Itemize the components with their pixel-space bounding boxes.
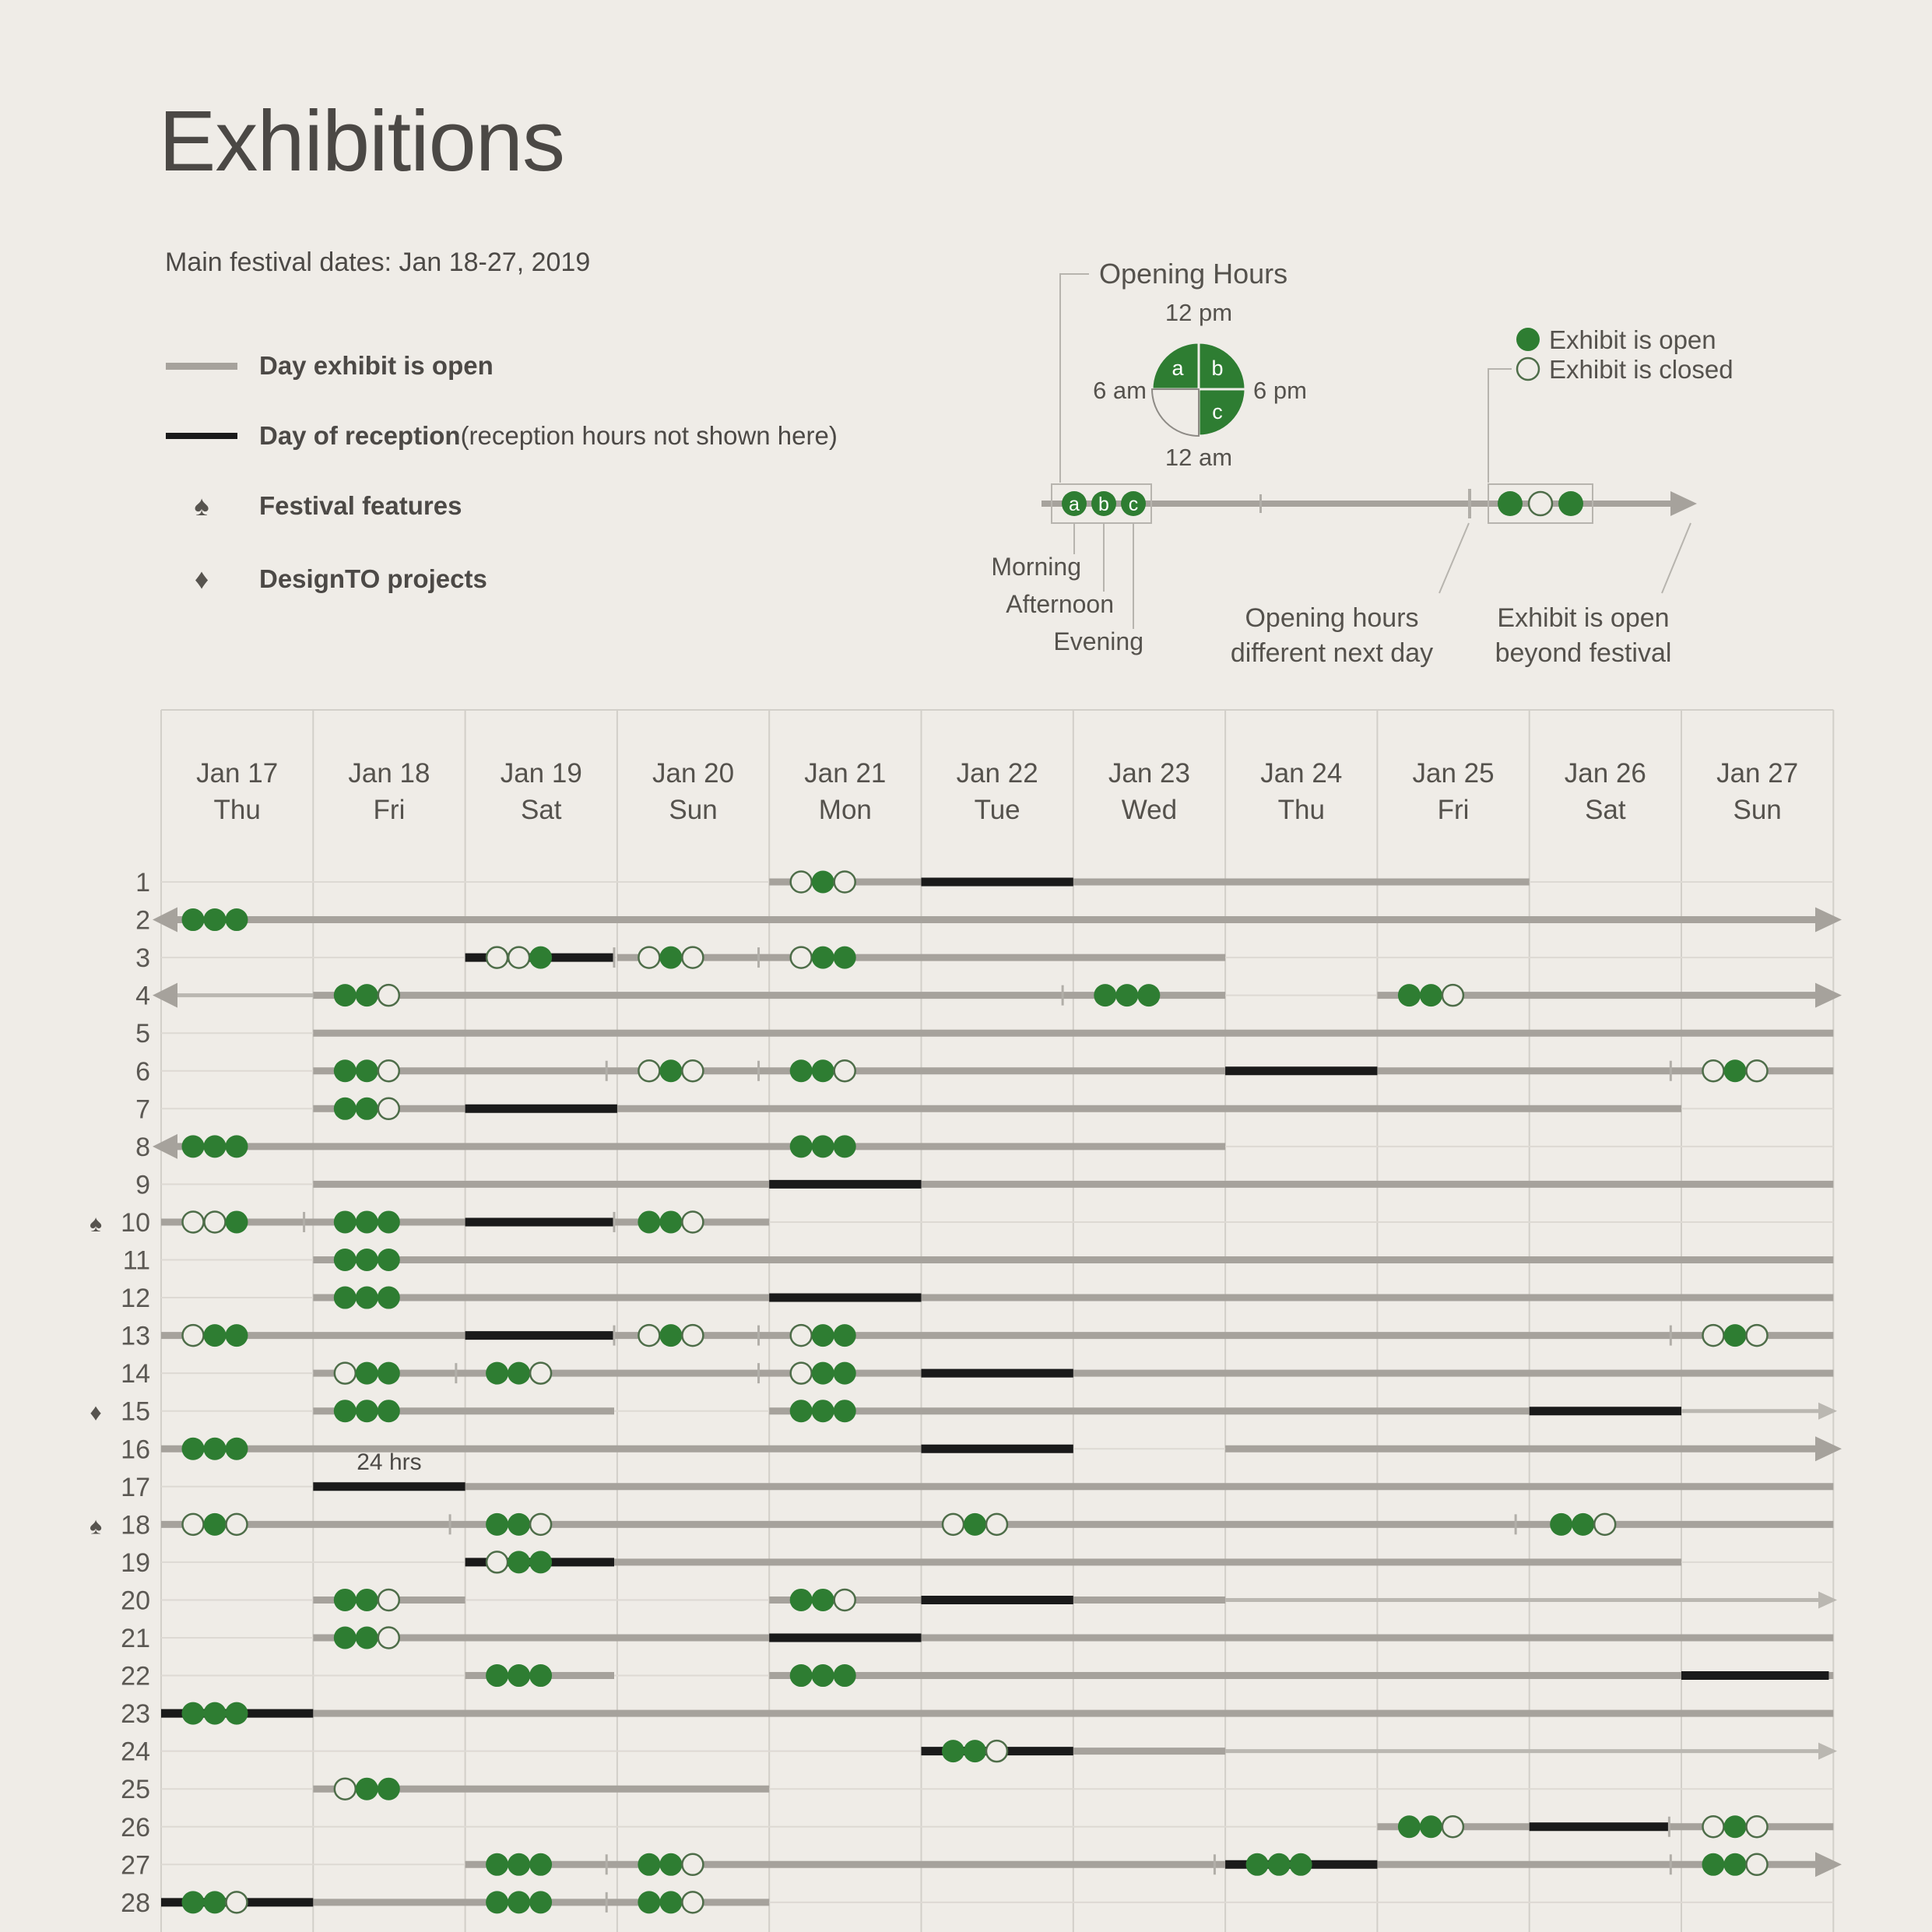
- clock-c-label: c: [1212, 400, 1223, 423]
- extends-beyond-arrow-icon: [1818, 1403, 1837, 1420]
- day-header-dow: Sat: [1585, 795, 1626, 825]
- open-slot-dot: [508, 1513, 530, 1536]
- extends-beyond-arrow-icon: [1815, 908, 1842, 933]
- closed-slot-dot: [1594, 1514, 1615, 1535]
- hours-change-tick: [449, 1514, 451, 1534]
- extends-beyond-arrow-icon: [1815, 1436, 1842, 1461]
- closed-slot-dot: [943, 1514, 964, 1535]
- open-slot-dot: [659, 1059, 682, 1082]
- day-header-dow: Mon: [818, 795, 872, 825]
- row-number: 28: [121, 1888, 150, 1918]
- open-slot-dot: [356, 1249, 378, 1271]
- day-header-date: Jan 21: [804, 758, 887, 789]
- open-slot-dot: [812, 1362, 834, 1385]
- hours-change-tick: [1515, 1514, 1517, 1534]
- open-slot-dot: [1724, 1815, 1747, 1838]
- legend-features-label: Festival features: [259, 491, 462, 520]
- clock-12pm-label: 12 pm: [1164, 299, 1233, 326]
- spade-icon: ♠: [194, 490, 209, 522]
- open-slot-dot: [790, 1589, 813, 1611]
- festival-dates-subtitle: Main festival dates: Jan 18-27, 2019: [165, 248, 591, 277]
- hours-change-tick: [757, 1061, 760, 1081]
- day-header-dow: Fri: [1437, 795, 1470, 825]
- open-slot-dot: [638, 1210, 660, 1233]
- open-slot-dot: [834, 947, 856, 969]
- row-number: 19: [121, 1547, 150, 1578]
- schedule-row: [135, 1170, 1833, 1200]
- schedule-row: [135, 906, 1842, 936]
- closed-slot-dot: [638, 947, 659, 968]
- hours-change-tick: [303, 1212, 305, 1232]
- open-slot-dot: [790, 1664, 813, 1687]
- hours-change-tick: [757, 947, 760, 968]
- open-slot-dot: [834, 1362, 856, 1385]
- open-slot-dot: [378, 1400, 400, 1422]
- closed-slot-dot: [378, 1590, 399, 1611]
- closed-slot-dot: [1747, 1854, 1768, 1875]
- open-slot-dot: [334, 1249, 357, 1271]
- closed-slot-dot: [205, 1211, 226, 1232]
- open-slot-dot: [659, 1853, 682, 1876]
- open-slot-dot: [182, 908, 205, 931]
- extends-before-arrow-icon: [153, 908, 177, 933]
- legend-reception-label: Day of reception: [259, 421, 461, 450]
- open-slot-dot: [486, 1853, 508, 1876]
- open-slot-dot: [334, 1400, 357, 1422]
- closed-slot-dot: [1747, 1816, 1768, 1837]
- row-number: 3: [135, 943, 150, 974]
- row-number: 16: [121, 1435, 150, 1465]
- open-slot-dot: [226, 1438, 248, 1460]
- open-slot-dot: [1268, 1853, 1291, 1876]
- open-slot-dot: [226, 1135, 248, 1157]
- row-number: 10: [121, 1207, 150, 1238]
- row-number: 5: [135, 1019, 150, 1049]
- closed-slot-dot: [638, 1060, 659, 1081]
- row-number: 27: [121, 1850, 150, 1881]
- day-header-date: Jan 20: [652, 758, 735, 789]
- hours-change-tick: [1062, 985, 1064, 1006]
- open-slot-dot: [834, 1664, 856, 1687]
- open-slot-dot: [204, 1702, 227, 1725]
- row-number: 14: [121, 1359, 150, 1389]
- closed-slot-dot: [1703, 1060, 1724, 1081]
- row-number: 24: [121, 1737, 150, 1767]
- open-slot-dot: [486, 1891, 508, 1913]
- schedule-row: [90, 1397, 1837, 1427]
- clock-6am-label: 6 am: [1093, 377, 1147, 404]
- hours-change-tick: [1214, 1854, 1216, 1874]
- hours-change-tick: [757, 1363, 760, 1383]
- open-slot-dot: [834, 1400, 856, 1422]
- open-slot-dot: [1702, 1853, 1725, 1876]
- open-slot-dot: [182, 1702, 205, 1725]
- schedule-row: [121, 1624, 1833, 1653]
- open-slot-dot: [812, 1135, 834, 1157]
- extends-before-arrow-icon: [153, 983, 177, 1008]
- schedule-row: [121, 1775, 1833, 1804]
- open-slot-dot: [378, 1210, 400, 1233]
- row-number: 11: [122, 1245, 150, 1276]
- day-header-date: Jan 17: [196, 758, 279, 789]
- open-slot-dot: [226, 1210, 248, 1233]
- row-number: 9: [135, 1170, 150, 1200]
- closed-slot-dot: [227, 1514, 248, 1535]
- slot-letter: c: [1128, 494, 1139, 515]
- note-next-day-line1: Opening hours: [1245, 603, 1419, 633]
- day-header-dow: Sun: [1733, 795, 1782, 825]
- open-slot-dot: [486, 1362, 508, 1385]
- open-slot-dot: [1420, 984, 1442, 1006]
- open-slot-dot: [204, 1438, 227, 1460]
- closed-slot-dot: [834, 1060, 855, 1081]
- open-slot-dot: [226, 1702, 248, 1725]
- closed-slot-dot: [378, 1628, 399, 1649]
- hours-change-tick: [1670, 1326, 1672, 1346]
- row-number: 17: [121, 1472, 150, 1502]
- schedule-row: [135, 1057, 1833, 1087]
- hours-change-tick: [613, 1212, 615, 1232]
- schedule-row: [121, 1322, 1833, 1351]
- clock-a-label: a: [1171, 357, 1184, 380]
- open-slot-dot: [356, 1287, 378, 1309]
- open-slot-dot: [812, 1589, 834, 1611]
- open-slot-dot: [529, 1853, 552, 1876]
- schedule-row: [135, 1094, 1833, 1124]
- day-header-date: Jan 24: [1260, 758, 1343, 789]
- schedule-row: [121, 1449, 1833, 1502]
- open-slot-dot: [508, 1551, 530, 1573]
- page-title: Exhibitions: [159, 93, 564, 189]
- row-number: 20: [121, 1586, 150, 1616]
- row-number: 26: [121, 1812, 150, 1842]
- schedule-row: [121, 1662, 1833, 1691]
- open-slot-dot: [356, 1400, 378, 1422]
- schedule-row: [135, 982, 1842, 1011]
- day-header-dow: Tue: [974, 795, 1020, 825]
- note-beyond-line2: beyond festival: [1495, 638, 1672, 668]
- open-slot-dot: [204, 1324, 227, 1347]
- closed-slot-dot: [682, 1854, 703, 1875]
- open-slot-dot: [659, 1891, 682, 1913]
- open-slot-dot: [182, 1891, 205, 1913]
- row-number: 15: [121, 1396, 150, 1427]
- day-header-dow: Sun: [669, 795, 718, 825]
- open-slot-dot: [1398, 984, 1421, 1006]
- extends-beyond-arrow-icon: [1818, 1591, 1837, 1608]
- note-beyond-line1: Exhibit is open: [1497, 603, 1670, 633]
- open-slot-dot: [204, 1891, 227, 1913]
- open-slot-dot: [182, 1135, 205, 1157]
- diamond-icon: ♦: [194, 563, 209, 595]
- open-slot-dot: [356, 1589, 378, 1611]
- open-slot-dot: [334, 1589, 357, 1611]
- day-header-dow: Fri: [373, 795, 406, 825]
- open-slot-dot: [226, 1324, 248, 1347]
- open-slot-dot: [486, 1664, 508, 1687]
- schedule-row: [123, 1246, 1834, 1276]
- open-slot-dot: [378, 1287, 400, 1309]
- closed-slot-dot: [682, 1060, 703, 1081]
- schedule-row: [135, 943, 1833, 973]
- row-number: 7: [135, 1094, 150, 1125]
- schedule-row: [121, 1284, 1833, 1313]
- closed-slot-dot: [682, 1211, 703, 1232]
- open-slot-dot: [659, 947, 682, 969]
- legend-reception-note: (reception hours not shown here): [460, 421, 838, 450]
- row-annotation: 24 hrs: [357, 1449, 422, 1475]
- closed-slot-dot: [638, 1325, 659, 1346]
- open-slot-dot: [1724, 1059, 1747, 1082]
- closed-slot-dot: [791, 1363, 812, 1384]
- closed-slot-dot: [378, 985, 399, 1006]
- closed-slot-dot: [986, 1514, 1007, 1535]
- open-slot-dot: [942, 1740, 964, 1762]
- open-slot-dot: [659, 1210, 682, 1233]
- closed-slot-dot: [530, 1514, 551, 1535]
- legend-closed-label: Exhibit is closed: [1549, 355, 1734, 384]
- extends-beyond-arrow-icon: [1815, 983, 1842, 1008]
- clock-12am-label: 12 am: [1164, 444, 1233, 471]
- schedule-row: [135, 868, 1833, 898]
- day-header-date: Jan 26: [1564, 758, 1646, 789]
- row-number: 4: [135, 981, 150, 1011]
- schedule-row: [121, 1586, 1837, 1615]
- day-header-dow: Sat: [520, 795, 562, 825]
- open-slot-dot: [1724, 1324, 1747, 1347]
- open-slot-dot: [1137, 984, 1160, 1006]
- open-slot-dot: [812, 1324, 834, 1347]
- open-slot-dot: [508, 1891, 530, 1913]
- open-slot-dot: [529, 1891, 552, 1913]
- extends-beyond-arrow-icon: [1815, 1852, 1842, 1877]
- open-slot-dot: [334, 1210, 357, 1233]
- hours-change-tick: [613, 947, 615, 968]
- row-number: 23: [121, 1699, 150, 1730]
- open-slot-dot: [1246, 1853, 1269, 1876]
- row-number: 8: [135, 1132, 150, 1162]
- day-header-date: Jan 25: [1412, 758, 1495, 789]
- open-slot-dot: [204, 908, 227, 931]
- open-slot-dot: [964, 1740, 986, 1762]
- schedule-row: [90, 1208, 1833, 1238]
- open-slot-dot: [226, 908, 248, 931]
- day-header-date: Jan 18: [348, 758, 430, 789]
- closed-slot-dot: [508, 947, 529, 968]
- row-number: 22: [121, 1661, 150, 1691]
- open-slot-dot: [834, 1135, 856, 1157]
- row-number: 13: [121, 1321, 150, 1351]
- closed-slot-dot: [986, 1741, 1007, 1762]
- closed-slot-dot: [183, 1211, 204, 1232]
- schedule-row: [135, 1019, 1833, 1049]
- closed-slot-dot: [378, 1098, 399, 1119]
- slot-label-morning: Morning: [991, 553, 1081, 581]
- day-header-date: Jan 23: [1108, 758, 1190, 789]
- legend-projects-label: DesignTO projects: [259, 564, 487, 593]
- open-slot-dot: [334, 1098, 357, 1120]
- row-number: 6: [135, 1056, 150, 1087]
- open-slot-dot: [356, 1778, 378, 1800]
- day-header-dow: Wed: [1121, 795, 1178, 825]
- day-header-dow: Thu: [1277, 795, 1325, 825]
- schedule-row: [121, 1359, 1833, 1389]
- open-slot-dot: [356, 1210, 378, 1233]
- row-number: 18: [121, 1510, 150, 1540]
- schedule-row: [135, 1133, 1833, 1162]
- schedule-row: [121, 1737, 1837, 1767]
- closed-slot-dot: [682, 947, 703, 968]
- closed-slot-dot: [791, 947, 812, 968]
- closed-slot-dot: [791, 872, 812, 893]
- open-slot-dot: [812, 1059, 834, 1082]
- closed-slot-dot: [1442, 1816, 1463, 1837]
- open-slot-dot: [1115, 984, 1138, 1006]
- closed-slot-dot: [487, 947, 508, 968]
- open-slot-dot: [638, 1891, 660, 1913]
- closed-slot-dot: [1747, 1060, 1768, 1081]
- open-slot-dot: [790, 1400, 813, 1422]
- diamond-row-icon: ♦: [90, 1400, 102, 1426]
- hours-change-tick: [1670, 1061, 1672, 1081]
- hours-change-tick: [757, 1326, 760, 1346]
- open-slot-dot: [529, 1551, 552, 1573]
- open-slot-dot: [790, 1135, 813, 1157]
- open-slot-dot: [529, 1664, 552, 1687]
- hours-change-tick: [613, 1326, 615, 1346]
- open-slot-dot: [659, 1324, 682, 1347]
- closed-slot-dot: [791, 1325, 812, 1346]
- open-slot-dot: [964, 1513, 986, 1536]
- open-slot-dot: [1290, 1853, 1312, 1876]
- open-slot-dot: [834, 1324, 856, 1347]
- day-header-date: Jan 19: [500, 758, 582, 789]
- hours-change-tick: [606, 1061, 608, 1081]
- open-slot-dot: [356, 1362, 378, 1385]
- hours-change-tick: [606, 1892, 608, 1913]
- open-slot-dot: [529, 947, 552, 969]
- open-slot-dot: [1724, 1853, 1747, 1876]
- closed-slot-dot: [1703, 1816, 1724, 1837]
- closed-slot-dot: [487, 1551, 508, 1572]
- open-slot-dot: [812, 1664, 834, 1687]
- hours-change-tick: [606, 1854, 608, 1874]
- open-slot-dot: [182, 1438, 205, 1460]
- row-number: 21: [121, 1624, 150, 1653]
- open-slot-dot: [334, 984, 357, 1006]
- closed-slot-dot: [335, 1363, 356, 1384]
- open-slot-dot: [508, 1853, 530, 1876]
- open-slot-dot: [508, 1362, 530, 1385]
- open-slot-dot: [356, 1098, 378, 1120]
- open-slot-dot: [1398, 1815, 1421, 1838]
- note-next-day-line2: different next day: [1230, 638, 1434, 668]
- open-slot-dot: [204, 1135, 227, 1157]
- open-slot-dot: [1094, 984, 1116, 1006]
- row-number: 25: [121, 1775, 150, 1805]
- slot-label-afternoon: Afternoon: [1006, 590, 1114, 618]
- open-slot-dot: [356, 1059, 378, 1082]
- open-slot-dot: [378, 1362, 400, 1385]
- extends-before-arrow-icon: [153, 1134, 177, 1159]
- extends-beyond-arrow-icon: [1818, 1743, 1837, 1760]
- day-header-dow: Thu: [213, 795, 261, 825]
- clock-b-label: b: [1211, 357, 1224, 380]
- closed-slot-dot: [530, 1363, 551, 1384]
- hours-change-tick: [455, 1363, 457, 1383]
- legend-open-label: Day exhibit is open: [259, 351, 494, 380]
- open-slot-dot: [356, 1627, 378, 1649]
- closed-slot-dot: [378, 1060, 399, 1081]
- closed-slot-dot: [1703, 1325, 1724, 1346]
- open-slot-dot: [812, 1400, 834, 1422]
- row-number: 1: [135, 868, 150, 898]
- clock-6pm-label: 6 pm: [1253, 377, 1307, 404]
- legend-open-label: Exhibit is open: [1549, 325, 1716, 354]
- schedule-row: [121, 1699, 1833, 1729]
- slot-letter: a: [1069, 494, 1080, 515]
- open-slot-dot: [356, 984, 378, 1006]
- schedule-row: [121, 1850, 1842, 1880]
- closed-slot-dot: [682, 1325, 703, 1346]
- open-slot-dot: [790, 1059, 813, 1082]
- slot-label-evening: Evening: [1053, 627, 1143, 655]
- open-slot-dot: [1550, 1513, 1572, 1536]
- open-slot-dot: [334, 1627, 357, 1649]
- closed-slot-dot: [1747, 1325, 1768, 1346]
- open-slot-dot: [486, 1513, 508, 1536]
- hours-change-tick: [1668, 1817, 1670, 1837]
- hours-change-tick: [1670, 1854, 1672, 1874]
- spade-row-icon: ♠: [90, 1210, 102, 1237]
- open-slot-dot: [204, 1513, 227, 1536]
- schedule-row: [90, 1510, 1833, 1540]
- open-slot-dot: [378, 1249, 400, 1271]
- schedule-row: [121, 1888, 1833, 1918]
- row-number: 2: [135, 905, 150, 936]
- closed-slot-dot: [335, 1779, 356, 1800]
- closed-slot-dot: [834, 872, 855, 893]
- open-slot-dot: [508, 1664, 530, 1687]
- closed-slot-dot: [183, 1514, 204, 1535]
- open-slot-dot: [1420, 1815, 1442, 1838]
- schedule-row: [121, 1813, 1833, 1842]
- closed-slot-dot: [183, 1325, 204, 1346]
- row-number: 12: [121, 1284, 150, 1314]
- open-slot-dot: [638, 1853, 660, 1876]
- closed-slot-dot: [1442, 985, 1463, 1006]
- opening-hours-title: Opening Hours: [1099, 258, 1288, 290]
- closed-slot-dot: [834, 1590, 855, 1611]
- day-header-date: Jan 27: [1716, 758, 1799, 789]
- day-header-date: Jan 22: [956, 758, 1038, 789]
- closed-slot-dot: [682, 1892, 703, 1913]
- open-slot-dot: [378, 1778, 400, 1800]
- schedule-row: [121, 1548, 1833, 1578]
- open-slot-dot: [334, 1287, 357, 1309]
- closed-slot-dot: [227, 1892, 248, 1913]
- spade-row-icon: ♠: [90, 1513, 102, 1540]
- open-slot-dot: [334, 1059, 357, 1082]
- slot-letter: b: [1098, 494, 1109, 515]
- open-slot-dot: [812, 871, 834, 894]
- open-slot-dot: [812, 947, 834, 969]
- open-slot-dot: [1572, 1513, 1594, 1536]
